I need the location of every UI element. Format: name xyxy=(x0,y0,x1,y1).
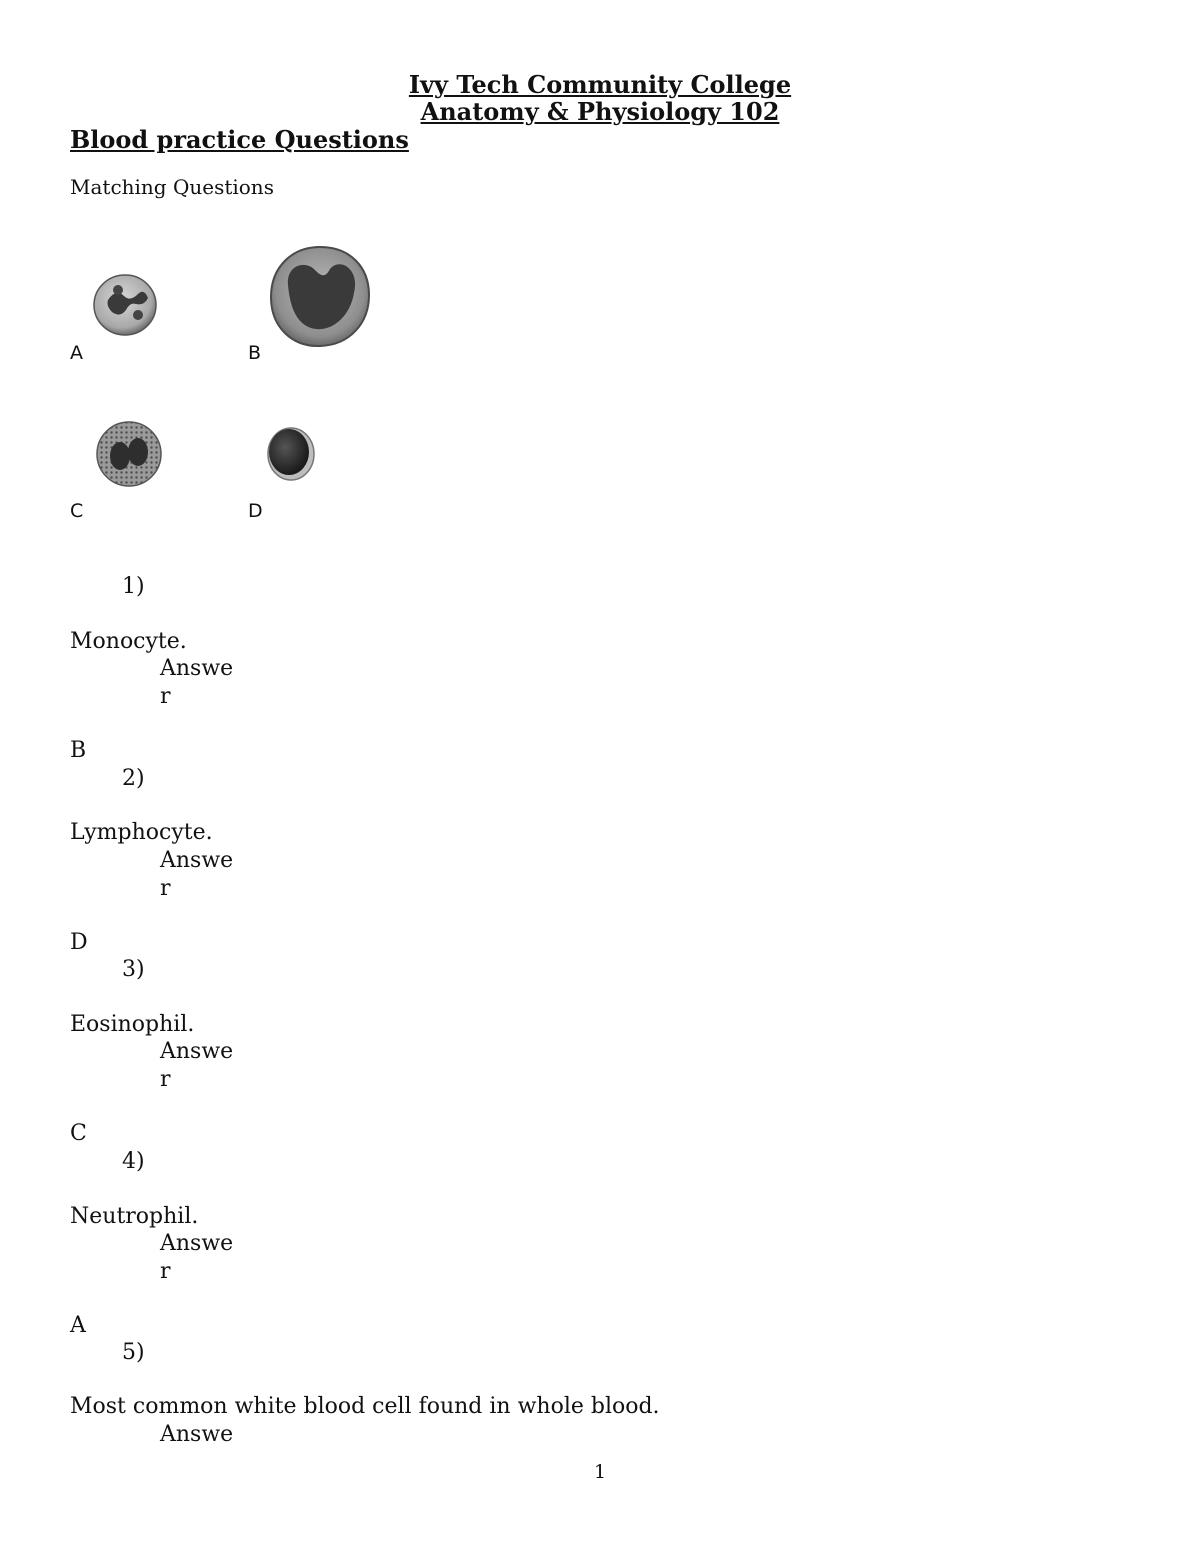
answer-label: Answe xyxy=(160,848,234,873)
answer-label-cont: r xyxy=(160,876,171,901)
answer-label: Answe xyxy=(160,656,234,681)
figure-label-a: A xyxy=(70,342,83,364)
answer-label: Answe xyxy=(160,1422,234,1447)
question-text: Eosinophil. xyxy=(70,1012,195,1037)
page-number: 1 xyxy=(593,1461,607,1483)
eosinophil-icon xyxy=(94,420,164,488)
answer-value: D xyxy=(70,930,88,955)
question-number: 4) xyxy=(122,1149,145,1174)
figure-label-d: D xyxy=(248,500,263,522)
answer-label: Answe xyxy=(160,1039,234,1064)
answer-label: Answe xyxy=(160,1231,234,1256)
monocyte-icon xyxy=(268,245,372,349)
section-title: Blood practice Questions xyxy=(70,125,409,154)
figure-label-b: B xyxy=(248,342,262,364)
college-title: Ivy Tech Community College xyxy=(408,70,792,99)
figure-label-c: C xyxy=(70,500,84,522)
question-text: Most common white blood cell found in whole blood. xyxy=(70,1394,660,1419)
question-text: Monocyte. xyxy=(70,629,187,654)
course-title: Anatomy & Physiology 102 xyxy=(420,97,780,126)
lymphocyte-icon xyxy=(266,426,316,482)
answer-label-cont: r xyxy=(160,1067,171,1092)
subsection-title: Matching Questions xyxy=(70,175,274,199)
neutrophil-icon xyxy=(88,270,163,340)
question-text: Neutrophil. xyxy=(70,1204,199,1229)
question-number: 3) xyxy=(122,957,145,982)
question-text: Lymphocyte. xyxy=(70,820,213,845)
question-number: 2) xyxy=(122,766,145,791)
answer-value: A xyxy=(70,1313,86,1338)
question-number: 1) xyxy=(122,574,145,599)
answer-label-cont: r xyxy=(160,1259,171,1284)
question-number: 5) xyxy=(122,1340,145,1365)
answer-label-cont: r xyxy=(160,684,171,709)
answer-value: B xyxy=(70,738,87,763)
answer-value: C xyxy=(70,1121,87,1146)
